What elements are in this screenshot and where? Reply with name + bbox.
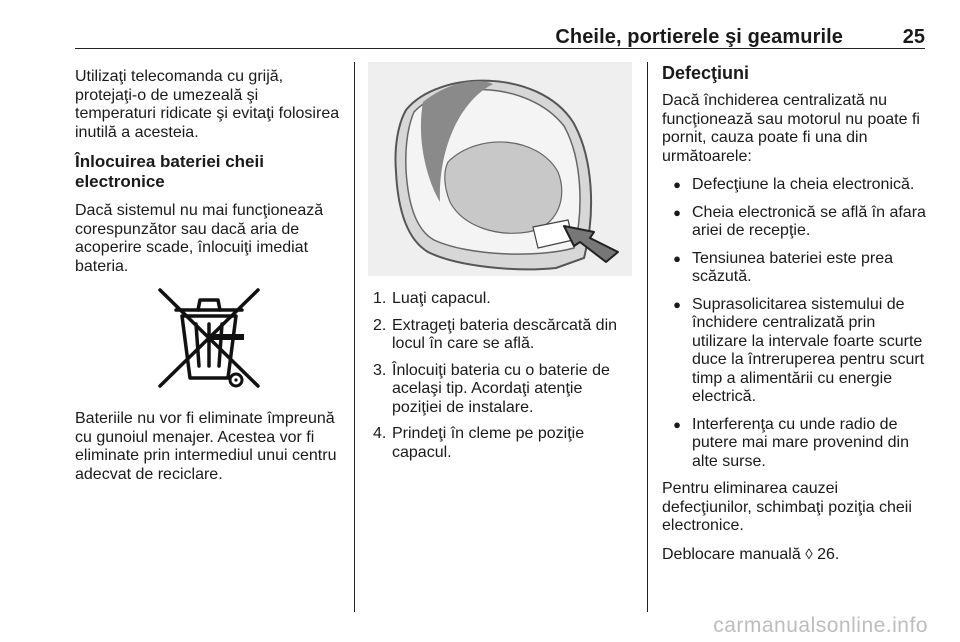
bullet-icon: ● <box>673 204 681 220</box>
step-item <box>368 317 632 354</box>
page-number: 25 <box>902 26 925 48</box>
column-right <box>662 62 928 574</box>
column-divider-2 <box>647 62 648 612</box>
manual-unlock-label: Deblocare manuală <box>662 545 801 563</box>
intro-paragraph: Utilizaţi telecomanda cu grijă, protejaţi-o de umezeală şi temperaturi ridicate şi evitaţi folosirea inutilă a acesteia. <box>75 68 340 141</box>
crossed-bin-icon <box>75 286 343 392</box>
step-text: Prindeţi în cleme pe poziţie capacul. <box>392 425 585 461</box>
page-ref-arrow-icon: ◊ <box>805 545 813 563</box>
bullet-icon: ● <box>673 250 681 266</box>
bullet-icon: ● <box>673 177 681 192</box>
bullet-icon: ● <box>673 296 681 312</box>
column-middle <box>368 62 632 470</box>
fault-causes-list <box>662 176 928 471</box>
list-item-text: Tensiunea bateriei este prea scăzută. <box>692 249 894 285</box>
manual-unlock-page-link[interactable]: 26. <box>817 545 840 563</box>
list-item <box>662 296 928 407</box>
list-item-text: Suprasolicitarea sistemului de închidere centralizată prin utilizare la intervale foarte scurte duce la întreruperea pentru scurt timp a alimentării cu energie electrică. <box>692 295 925 405</box>
list-item <box>662 204 928 241</box>
step-item <box>368 362 632 418</box>
step-text: Extrageţi bateria descărcată din locul în care se află. <box>392 316 618 352</box>
key-battery-illustration <box>368 62 632 276</box>
column-left <box>75 68 343 494</box>
step-number: 2. <box>373 316 387 334</box>
step-text: Luaţi capacul. <box>392 290 491 307</box>
column-divider-1 <box>354 62 355 612</box>
step-number: 3. <box>373 361 387 379</box>
list-item <box>662 250 928 287</box>
step-text: Înlocuiţi bateria cu o baterie de acelaşi tip. Acordaţi atenţie poziţiei de instalare. <box>392 361 610 416</box>
list-item <box>662 416 928 472</box>
list-item-text: Interferenţa cu unde radio de putere mai mare provenind din alte surse. <box>692 415 910 470</box>
battery-replace-paragraph: Dacă sistemul nu mai funcţionează corespunzător sau dacă aria de acoperire scade, înlocuiţi imediat bateria. <box>75 202 324 275</box>
watermark: carmanualsonline.info <box>713 614 928 637</box>
battery-steps-list <box>368 290 632 462</box>
list-item-text: Defecţiune la cheia electronică. <box>692 176 915 193</box>
bullet-icon: ● <box>673 416 681 432</box>
list-item-text: Cheia electronică se află în afara ariei de recepţie. <box>692 203 926 239</box>
step-item <box>368 290 632 309</box>
list-item <box>662 176 928 195</box>
step-number: 1. <box>373 290 387 307</box>
step-item <box>368 425 632 462</box>
faults-intro-paragraph: Dacă închiderea centralizată nu funcţionează sau motorul nu poate fi pornit, cauza poate fi una din următoarele: <box>662 92 920 165</box>
remedy-paragraph: Pentru eliminarea cauzei defecţiunilor, schimbaţi poziţia cheii electronice. <box>662 480 912 534</box>
manual-unlock-reference <box>662 546 928 565</box>
section-heading-battery: Înlocuirea bateriei cheii electronice <box>75 152 264 191</box>
disposal-paragraph: Bateriile nu vor fi eliminate împreună cu gunoiul menajer. Acestea vor fi eliminate prin intermediul unui centru adecvat de reciclare. <box>75 410 337 483</box>
page-header <box>75 22 925 49</box>
page-title: Cheile, portierele şi geamurile <box>555 26 843 48</box>
section-heading-faults: Defecţiuni <box>662 63 750 83</box>
step-number: 4. <box>373 425 387 442</box>
